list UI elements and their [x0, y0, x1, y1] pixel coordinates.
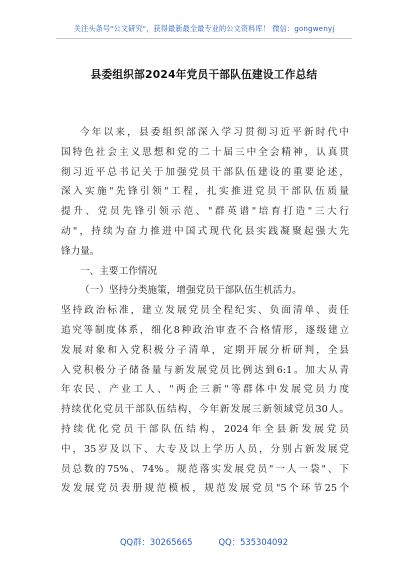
footer-contact [0, 536, 408, 548]
body-line: 持续优化党员干部队伍结构，今年新发展三新领域党员30人。 [61, 404, 349, 416]
footer-qq: QQ：535304092 [218, 537, 289, 547]
intro-line: 动"，持续为奋力推进中国式现代化县实践凝聚起强大先 [61, 225, 349, 237]
header-note: 关注头条号"公文研究"，获得最新最全最专业的公文资料库！ 微信：gongwenyj [73, 24, 335, 33]
body-line: 入党积极分子储备量与新发展党员比例达到6:1。加大从青 [61, 364, 349, 376]
header-divider [56, 38, 352, 39]
footer-qq-group: QQ群：30265665 [119, 537, 193, 547]
intro-line: 深入实施"先锋引领"工程，扎实推进党员干部队伍质量 [61, 186, 349, 198]
body-line: 发发展党员表册规范模板，规范发展党员"5个环节25个 [61, 483, 349, 495]
document-title: 县委组织部2024年党员干部队伍建设工作总结 [90, 69, 318, 81]
subsection-heading: （一）坚持分类施策，增强党员干部队伍生机活力。 [80, 285, 302, 297]
body-line: 年农民、产业工人、"两企三新"等群体中发展党员力度 [61, 384, 349, 396]
body-line: 中，35岁及以下、大专及以上学历人员，分别占新发展党 [61, 443, 349, 455]
intro-line: 彻习近平总书记关于加强党员干部队伍建设的重要论述， [61, 166, 349, 178]
body-line: 追究等制度体系，细化8种政治审查不合格情形，逐级建立 [61, 324, 349, 336]
document-body [61, 123, 349, 499]
intro-line: 今年以来，县委组织部深入学习贯彻习近平新时代中 [80, 127, 349, 138]
body-line: 发展对象和入党积极分子清单，定期开展分析研判，全县 [61, 344, 349, 356]
intro-line: 提升、党员先锋引领示范、"群英谱"培育打造"三大行 [61, 206, 349, 218]
intro-line: 锋力量。 [61, 245, 100, 257]
intro-line: 国特色社会主义思想和党的二十届三中全会精神，认真贯 [61, 146, 349, 158]
body-line: 坚持政治标准，建立发展党员全程纪实、负面清单、责任 [61, 305, 349, 317]
section-heading: 一、主要工作情况 [80, 265, 158, 277]
body-line: 持续优化党员干部队伍结构，2024年全县新发展党员 [61, 423, 349, 435]
body-line: 员总数的75%、74%。规范落实发展党员"一人一袋"、下 [61, 463, 349, 475]
